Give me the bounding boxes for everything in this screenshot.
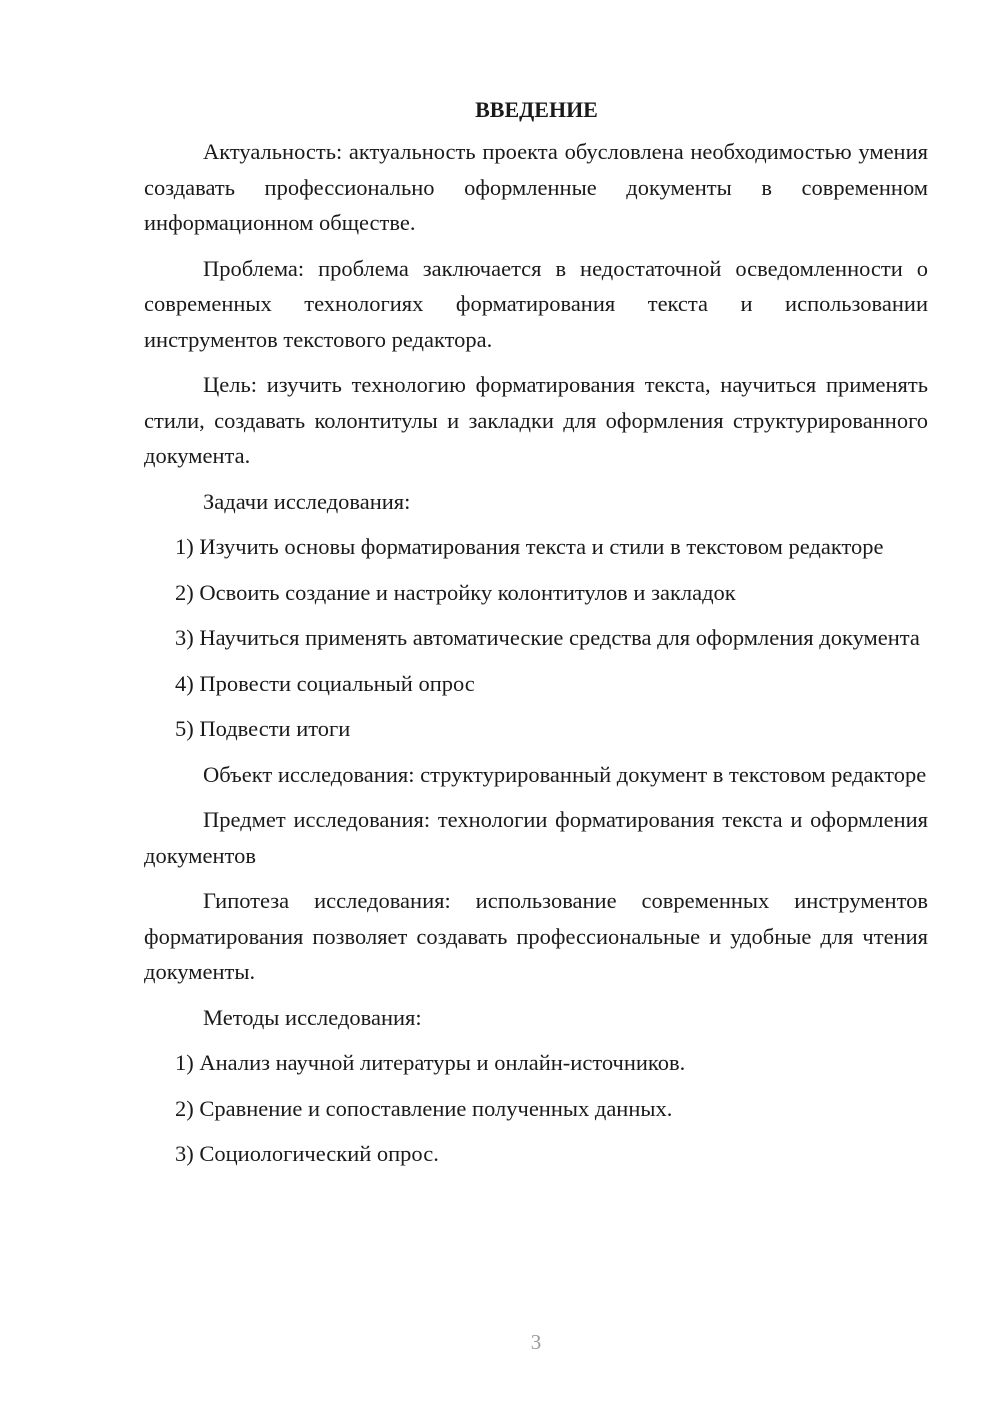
subject-paragraph: Предмет исследования: технологии форматирования текста и оформления документов bbox=[144, 807, 928, 868]
goal-paragraph: Цель: изучить технологию форматирования текста, научиться применять стили, создавать колонтитулы и закладки для оформления структурированного документа. bbox=[144, 372, 928, 468]
problem-paragraph: Проблема: проблема заключается в недостаточной осведомленности о современных технологиях форматирования текста и использовании инструментов текстового редактора. bbox=[144, 255, 928, 352]
list-item: 5) Подвести итоги bbox=[175, 716, 351, 741]
section-title: ВВЕДЕНИЕ bbox=[475, 97, 598, 122]
list-item: 1) Анализ научной литературы и онлайн-источников. bbox=[175, 1050, 686, 1075]
list-item: 2) Сравнение и сопоставление полученных данных. bbox=[175, 1095, 673, 1121]
list-item: 2) Освоить создание и настройку колонтитулов и закладок bbox=[175, 579, 736, 605]
document-page bbox=[144, 92, 928, 1182]
list-item: 1) Изучить основы форматирования текста и стили в текстовом редакторе bbox=[175, 534, 884, 559]
hypothesis-paragraph: Гипотеза исследования: использование современных инструментов форматирования позволяет создавать профессиональные и удобные для чтения документы. bbox=[144, 888, 928, 984]
page-number: 3 bbox=[530, 1330, 542, 1354]
list-item: 3) Научиться применять автоматические средства для оформления документа bbox=[175, 625, 920, 650]
methods-label: Методы исследования: bbox=[203, 1004, 422, 1030]
tasks-label: Задачи исследования: bbox=[203, 488, 411, 514]
methods-list bbox=[144, 1045, 928, 1172]
tasks-list bbox=[144, 529, 928, 747]
list-item: 4) Провести социальный опрос bbox=[175, 670, 475, 696]
relevance-paragraph: Актуальность: актуальность проекта обусловлена необходимостью умения создавать профессионально оформленные документы в современном информационном обществе. bbox=[144, 139, 928, 235]
object-paragraph: Объект исследования: структурированный документ в текстовом редакторе bbox=[203, 761, 927, 787]
list-item: 3) Социологический опрос. bbox=[175, 1141, 439, 1166]
